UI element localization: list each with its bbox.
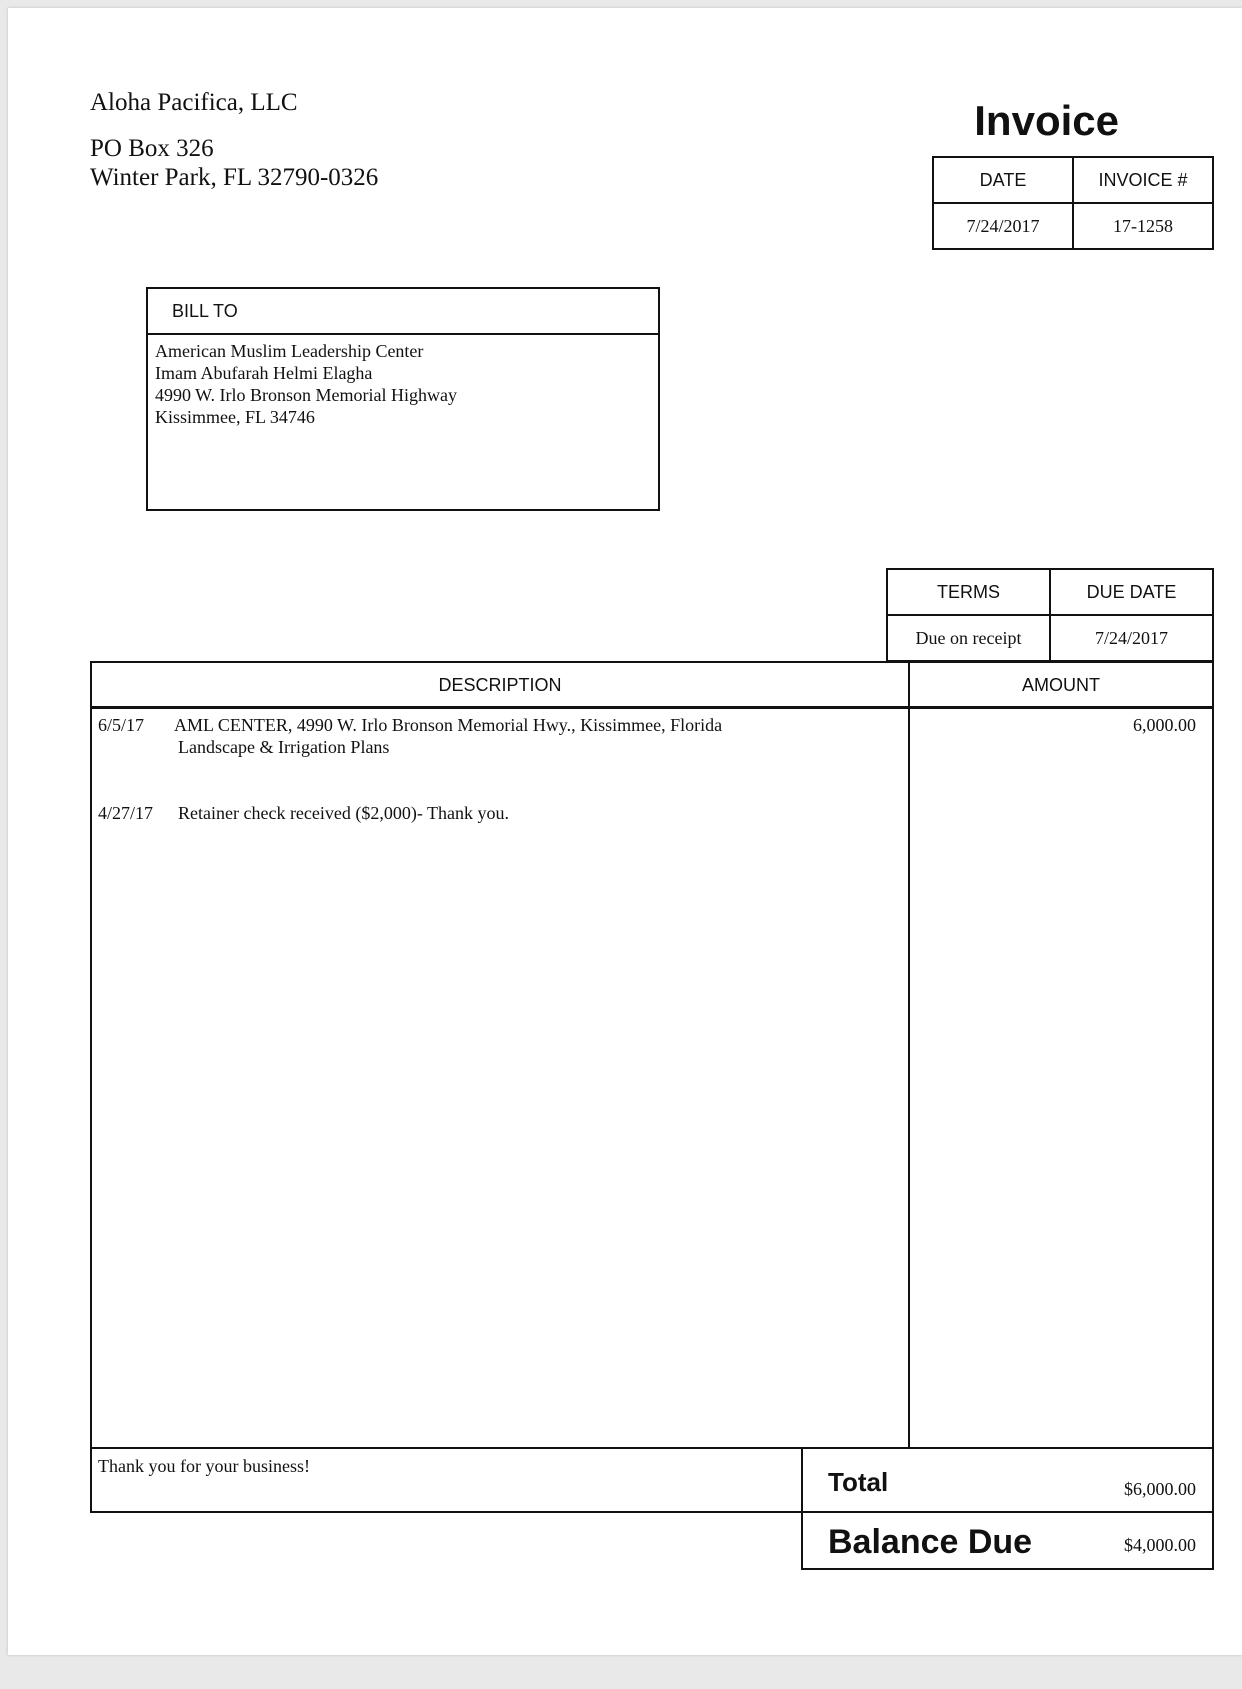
footer-message-box — [90, 1447, 803, 1513]
terms-header: TERMS — [887, 569, 1050, 615]
line-items-header — [92, 663, 1212, 709]
invoice-title: Invoice — [974, 97, 1119, 144]
line-item-description: Retainer check received ($2,000)- Thank you. — [178, 803, 510, 823]
bill-to-line: Kissimmee, FL 34746 — [155, 407, 315, 427]
invoice-meta-table — [932, 156, 1214, 250]
invoice-number: 17-1258 — [1073, 203, 1213, 249]
amount-header: AMOUNT — [1022, 675, 1100, 695]
line-item-description-detail: Landscape & Irrigation Plans — [178, 737, 390, 757]
balance-due-box — [801, 1511, 1214, 1570]
line-item-description: AML CENTER, 4990 W. Irlo Bronson Memorial Hwy., Kissimmee, Florida — [174, 715, 723, 735]
bill-to-address — [148, 335, 658, 433]
balance-due-value: $4,000.00 — [1124, 1535, 1196, 1555]
bill-to-line: 4990 W. Irlo Bronson Memorial Highway — [155, 385, 457, 405]
due-date-value: 7/24/2017 — [1050, 615, 1213, 661]
balance-due-label: Balance Due — [828, 1523, 1033, 1561]
bill-to-label: BILL TO — [148, 289, 658, 335]
line-items-table — [90, 661, 1214, 1449]
thank-you-message: Thank you for your business! — [98, 1456, 310, 1476]
line-item-date: 6/5/17 — [98, 715, 145, 735]
terms-table — [886, 568, 1214, 662]
company-address-line1: PO Box 326 — [90, 135, 214, 162]
company-name: Aloha Pacifica, LLC — [90, 89, 298, 116]
invoice-page — [8, 8, 1242, 1655]
column-divider — [908, 663, 910, 1449]
date-header: DATE — [933, 157, 1073, 203]
terms-value: Due on receipt — [887, 615, 1050, 661]
due-date-header: DUE DATE — [1050, 569, 1213, 615]
bill-to-box — [146, 287, 660, 511]
company-address-line2: Winter Park, FL 32790-0326 — [90, 164, 379, 191]
bill-to-line: American Muslim Leadership Center — [155, 341, 424, 361]
total-value: $6,000.00 — [1124, 1479, 1196, 1499]
invoice-number-header: INVOICE # — [1073, 157, 1213, 203]
total-label: Total — [828, 1467, 889, 1497]
invoice-date: 7/24/2017 — [933, 203, 1073, 249]
bill-to-line: Imam Abufarah Helmi Elagha — [155, 363, 373, 383]
total-box — [801, 1447, 1214, 1513]
description-header: DESCRIPTION — [438, 675, 562, 695]
line-item-date: 4/27/17 — [98, 803, 154, 823]
line-item-amount: 6,000.00 — [1133, 715, 1196, 735]
